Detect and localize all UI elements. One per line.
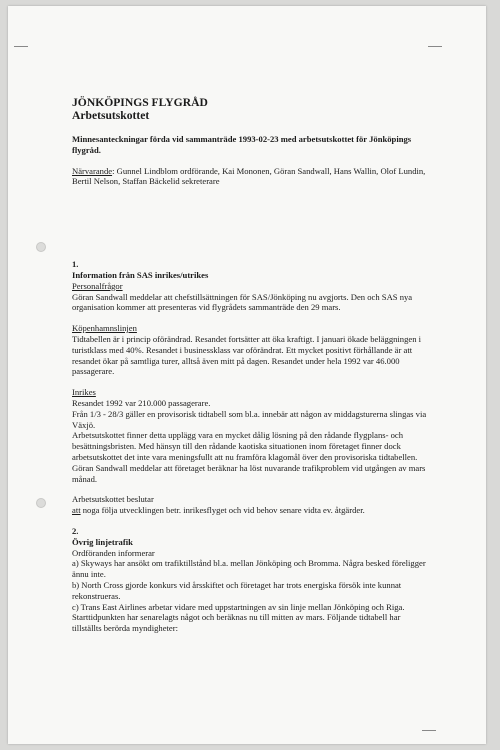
inrikes-line: Från 1/3 - 28/3 gäller en provisorisk tidtabell som bl.a. innebär att någon av middagsturerna slingas via Växjö. xyxy=(72,408,427,430)
bottom-mark xyxy=(422,730,436,731)
decision-text xyxy=(72,505,432,516)
document-subtitle: Arbetsutskottet xyxy=(72,109,150,122)
section1-kopenhamn-text: Tidtabellen är i princip oförändrad. Resandet fortsätter att öka kraftigt. I januari ökade beläggningen i turistklass med 40%. Resandet i businessklass var oförändrat. Ett mycket positivt förhållande är att resandet ökar på samtliga turer, alltså även mitt på dagen. Resandet under hela 1992 var 46.000 passagerare. xyxy=(72,333,422,377)
section2-item: a) Skyways har ansökt om trafiktillstånd bl.a. mellan Jönköping och Bromma. Några besked föreligger ännu inte. xyxy=(72,558,426,580)
inrikes-line: Göran Sandwall meddelar att företaget beräknar ha löst nuvarande trafikproblem vid utgången av mars månad. xyxy=(72,462,426,484)
section2-lead: Ordföranden informerar xyxy=(72,547,155,558)
document-intro: Minnesanteckningar förda vid sammanträde 1993-02-23 med arbetsutskottet för Jönköpings flygråd. xyxy=(72,134,412,155)
corner-mark-left xyxy=(14,46,28,47)
document-title: JÖNKÖPINGS FLYGRÅD xyxy=(72,96,208,109)
punch-hole-top xyxy=(36,242,46,252)
section1-personal-text: Göran Sandwall meddelar att chefstillsättningen för SAS/Jönköping nu avgjorts. Den och SAS nya organisation kommer att presenteras vid flygrådets sammanträde den 29 mars. xyxy=(72,291,413,313)
decision-label: Arbetsutskottet beslutar xyxy=(72,494,154,505)
section2-item: b) North Cross gjorde konkurs vid årsskiftet och företaget har trots energiska försök inte kunnat rekonstrueras. xyxy=(72,579,402,601)
section1-sub-kopenhamn: Köpenhamnslinjen xyxy=(72,323,137,334)
section2-number: 2. xyxy=(72,525,79,536)
section1-sub-personal: Personalfrågor xyxy=(72,280,123,291)
decision-att: att xyxy=(72,505,81,516)
section1-number: 1. xyxy=(72,259,79,270)
decision-body: noga följa utvecklingen betr. inrikesflyget och vid behov senare vidta ev. åtgärder. xyxy=(80,505,365,516)
section1-heading: Information från SAS inrikes/utrikes xyxy=(72,269,209,280)
attendees-text: : Gunnel Lindblom ordförande, Kai Mononen, Göran Sandwall, Hans Wallin, Olof Lundin, Bertil Nelson, Staffan Bäckelid sekreterare xyxy=(72,165,426,187)
section2-heading: Övrig linjetrafik xyxy=(72,536,133,547)
inrikes-line: Resandet 1992 var 210.000 passagerare. xyxy=(72,397,211,408)
attendees xyxy=(72,166,432,188)
document-content xyxy=(72,96,432,634)
inrikes-line: Arbetsutskottet finner detta upplägg vara en mycket dålig lösning på den rådande flygplans- och besättningsbristen. Med hänsyn till den rådande kaotiska situationen inom företaget finner dock arbetsutskottet det inte vara meningsfullt att nu framföra klagomål över den provisoriska tidtabellen. xyxy=(72,430,418,462)
punch-hole-bottom xyxy=(36,498,46,508)
section1-sub-inrikes: Inrikes xyxy=(72,387,96,398)
attendees-label: Närvarande xyxy=(72,165,113,176)
corner-mark-right xyxy=(428,46,442,47)
section2-item: c) Trans East Airlines arbetar vidare med uppstartningen av sin linje mellan Jönköping och Riga. Starttidpunkten har senarelagts något och beräknas nu till mitten av mars. Följande tidtabell har tillställts berörda myndigheter: xyxy=(72,601,405,634)
